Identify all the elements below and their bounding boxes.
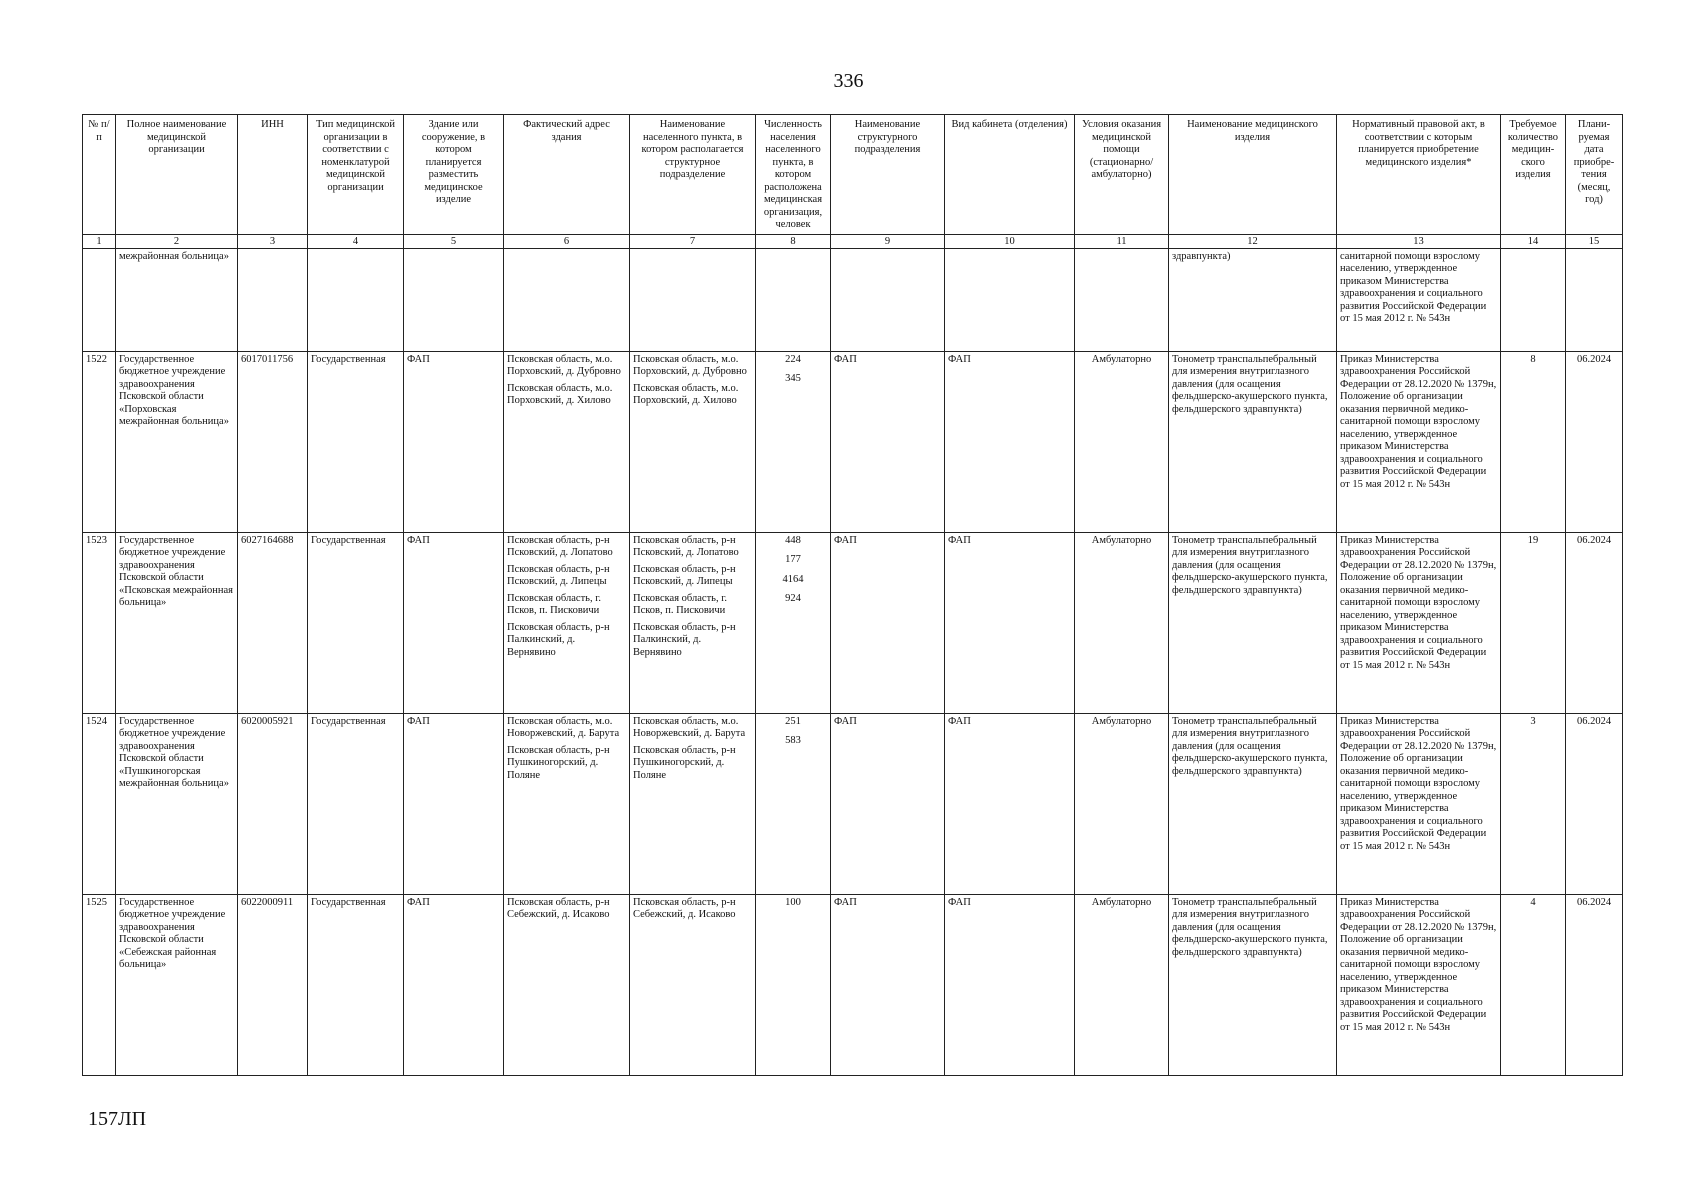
column-number: 13 — [1337, 234, 1501, 248]
cell-address — [504, 894, 630, 1075]
header-cell: Здание или сооружение, в котором планируется разместить медицинское изделие — [404, 115, 504, 235]
cell-legal: санитарной помощи взрослому населению, утвержденное приказом Министерства здравоохранения и социального развития Российской Федерации от 15 мая 2012 г. № 543н — [1337, 248, 1501, 351]
column-number: 8 — [756, 234, 831, 248]
table-row — [83, 713, 1623, 894]
cell-date: 06.2024 — [1566, 532, 1623, 713]
table-row — [83, 351, 1623, 532]
cell-inn: 6027164688 — [238, 532, 308, 713]
column-number: 5 — [404, 234, 504, 248]
cell-population-item: 345 — [785, 373, 801, 384]
column-number: 2 — [116, 234, 238, 248]
cell-address-item: Псковская область, м.о. Порховский, д. Дубровно — [507, 353, 621, 377]
cell-address-item: Псковская область, р-н Себежский, д. Исаково — [507, 896, 610, 920]
header-row — [83, 115, 1623, 235]
cell-population-item: 448 — [785, 534, 801, 546]
cell-empty — [308, 248, 404, 351]
cell-legal: Приказ Министерства здравоохранения Российской Федерации от 28.12.2020 № 1379н, Положение об организации оказания первичной медико-санитарной помощи взрослому населению, утвержденное приказом Министерства здравоохранения и социального развития Российской Федерации от 15 мая 2012 г. № 543н — [1337, 532, 1501, 713]
cell-type: Государственная — [308, 713, 404, 894]
cell-qty: 4 — [1501, 894, 1566, 1075]
cell-device: Тонометр транспальпебральный для измерения внутриглазного давления (для осащения фельдшерско-акушерского пункта, фельдшерского здравпункта) — [1169, 351, 1337, 532]
column-number: 9 — [831, 234, 945, 248]
cell-date: 06.2024 — [1566, 894, 1623, 1075]
header-cell: Наименование населенного пункта, в котором располагается структурное подразделение — [630, 115, 756, 235]
cell-unit: ФАП — [831, 713, 945, 894]
cell-legal: Приказ Министерства здравоохранения Российской Федерации от 28.12.2020 № 1379н, Положение об организации оказания первичной медико-санитарной помощи взрослому населению, утвержденное приказом Министерства здравоохранения и социального развития Российской Федерации от 15 мая 2012 г. № 543н — [1337, 894, 1501, 1075]
column-number: 10 — [945, 234, 1075, 248]
cell-empty — [504, 248, 630, 351]
cell-legal: Приказ Министерства здравоохранения Российской Федерации от 28.12.2020 № 1379н, Положение об организации оказания первичной медико-санитарной помощи взрослому населению, утвержденное приказом Министерства здравоохранения и социального развития Российской Федерации от 15 мая 2012 г. № 543н — [1337, 351, 1501, 532]
column-number-row — [83, 234, 1623, 248]
cell-conditions: Амбулаторно — [1075, 894, 1169, 1075]
column-number: 4 — [308, 234, 404, 248]
cell-conditions: Амбулаторно — [1075, 532, 1169, 713]
cell-cabinet: ФАП — [945, 894, 1075, 1075]
cell-device: Тонометр транспальпебральный для измерения внутриглазного давления (для осащения фельдшерско-акушерского пункта, фельдшерского здравпункта) — [1169, 532, 1337, 713]
cell-inn: 6022000911 — [238, 894, 308, 1075]
cell-address — [504, 351, 630, 532]
cell-address — [504, 713, 630, 894]
column-number: 12 — [1169, 234, 1337, 248]
cell-settlement-item: Псковская область, м.о. Порховский, д. Дубровно — [633, 353, 747, 377]
cell-population-item: 100 — [785, 896, 801, 908]
cell-building: ФАП — [404, 713, 504, 894]
cell-address-item: Псковская область, р-н Палкинский, д. Вернявино — [507, 621, 610, 658]
cell-org: Государственное бюджетное учреждение здравоохранения Псковской области «Пушкиногорская межрайонная больница» — [116, 713, 238, 894]
cell-empty — [1075, 248, 1169, 351]
column-number: 7 — [630, 234, 756, 248]
cell-settlement — [630, 532, 756, 713]
cell-building: ФАП — [404, 351, 504, 532]
cell-empty — [1501, 248, 1566, 351]
cell-population — [756, 351, 831, 532]
cell-settlement — [630, 894, 756, 1075]
continuation-row — [83, 248, 1623, 351]
cell-device: Тонометр транспальпебральный для измерения внутриглазного давления (для осащения фельдшерско-акушерского пункта, фельдшерского здравпункта) — [1169, 713, 1337, 894]
cell-org: межрайонная больница» — [116, 248, 238, 351]
cell-num: 1524 — [83, 713, 116, 894]
header-cell: Наименование медицинского изделия — [1169, 115, 1337, 235]
column-number: 15 — [1566, 234, 1623, 248]
cell-address-item: Псковская область, м.о. Порховский, д. Хилово — [507, 382, 613, 406]
header-cell: Требуемое количество медицин-ского изделия — [1501, 115, 1566, 235]
header-cell: Наименование структурного подразделения — [831, 115, 945, 235]
cell-unit: ФАП — [831, 532, 945, 713]
cell-empty — [831, 248, 945, 351]
header-cell: ИНН — [238, 115, 308, 235]
column-number: 11 — [1075, 234, 1169, 248]
cell-building: ФАП — [404, 532, 504, 713]
cell-address — [504, 532, 630, 713]
cell-qty: 8 — [1501, 351, 1566, 532]
table-row — [83, 894, 1623, 1075]
cell-population-item: 4164 — [782, 573, 804, 585]
cell-empty — [83, 248, 116, 351]
cell-num: 1523 — [83, 532, 116, 713]
cell-population — [756, 894, 831, 1075]
cell-population-item: 924 — [785, 593, 801, 604]
cell-cabinet: ФАП — [945, 713, 1075, 894]
cell-building: ФАП — [404, 894, 504, 1075]
cell-date: 06.2024 — [1566, 351, 1623, 532]
cell-unit: ФАП — [831, 351, 945, 532]
cell-address-item: Псковская область, г. Псков, п. Писковичи — [507, 592, 601, 616]
cell-address-item: Псковская область, р-н Пушкиногорский, д. Поляне — [507, 744, 610, 781]
cell-empty — [1566, 248, 1623, 351]
cell-population — [756, 532, 831, 713]
column-number: 1 — [83, 234, 116, 248]
header-cell: Численность населения населенного пункта, в котором расположена медицинская организация, человек — [756, 115, 831, 235]
cell-type: Государственная — [308, 532, 404, 713]
page-number: 336 — [833, 70, 864, 92]
cell-address-item: Псковская область, р-н Псковский, д. Лопатово — [507, 534, 613, 558]
cell-settlement-item: Псковская область, г. Псков, п. Писковичи — [633, 592, 727, 616]
cell-device: Тонометр транспальпебральный для измерения внутриглазного давления (для осащения фельдшерско-акушерского пункта, фельдшерского здравпункта) — [1169, 894, 1337, 1075]
header-cell: Плани-руемая дата приобре-тения (месяц, год) — [1566, 115, 1623, 235]
table-row — [83, 532, 1623, 713]
cell-population-item: 177 — [785, 554, 801, 565]
cell-empty — [404, 248, 504, 351]
cell-settlement-item: Псковская область, р-н Палкинский, д. Вернявино — [633, 621, 736, 658]
cell-settlement-item: Псковская область, м.о. Порховский, д. Хилово — [633, 382, 739, 406]
footer-code: 157ЛП — [88, 1108, 147, 1130]
header-cell: Вид кабинета (отделения) — [945, 115, 1075, 235]
cell-inn: 6017011756 — [238, 351, 308, 532]
header-cell: Условия оказания медицинской помощи (стационарно/ амбулаторно) — [1075, 115, 1169, 235]
cell-settlement-item: Псковская область, р-н Псковский, д. Липецы — [633, 563, 736, 587]
cell-settlement-item: Псковская область, р-н Псковский, д. Лопатово — [633, 534, 739, 558]
cell-conditions: Амбулаторно — [1075, 351, 1169, 532]
cell-empty — [945, 248, 1075, 351]
cell-settlement-item: Псковская область, р-н Пушкиногорский, д. Поляне — [633, 744, 736, 781]
cell-settlement — [630, 351, 756, 532]
cell-settlement — [630, 713, 756, 894]
cell-conditions: Амбулаторно — [1075, 713, 1169, 894]
column-number: 3 — [238, 234, 308, 248]
cell-address-item: Псковская область, м.о. Новоржевский, д. Барута — [507, 715, 620, 739]
cell-org: Государственное бюджетное учреждение здравоохранения Псковской области «Себежская районная больница» — [116, 894, 238, 1075]
cell-settlement-item: Псковская область, м.о. Новоржевский, д. Барута — [633, 715, 746, 739]
cell-population — [756, 713, 831, 894]
cell-population-item: 583 — [785, 735, 801, 746]
cell-date: 06.2024 — [1566, 713, 1623, 894]
header-cell: Фактический адрес здания — [504, 115, 630, 235]
header-cell: Полное наименование медицинской организации — [116, 115, 238, 235]
cell-org: Государственное бюджетное учреждение здравоохранения Псковской области «Порховская межрайонная больница» — [116, 351, 238, 532]
cell-inn: 6020005921 — [238, 713, 308, 894]
cell-qty: 19 — [1501, 532, 1566, 713]
cell-num: 1522 — [83, 351, 116, 532]
cell-empty — [756, 248, 831, 351]
cell-unit: ФАП — [831, 894, 945, 1075]
column-number: 14 — [1501, 234, 1566, 248]
cell-cabinet: ФАП — [945, 532, 1075, 713]
cell-empty — [630, 248, 756, 351]
cell-settlement-item: Псковская область, р-н Себежский, д. Исаково — [633, 896, 736, 920]
header-cell: Тип медицинской организации в соответствии с номенклатурой медицинской организации — [308, 115, 404, 235]
header-cell: № п/п — [83, 115, 116, 235]
cell-empty — [238, 248, 308, 351]
header-cell: Нормативный правовой акт, в соответствии с которым планируется приобретение медицинского изделия* — [1337, 115, 1501, 235]
cell-qty: 3 — [1501, 713, 1566, 894]
cell-device: здравпункта) — [1169, 248, 1337, 351]
cell-cabinet: ФАП — [945, 351, 1075, 532]
column-number: 6 — [504, 234, 630, 248]
cell-type: Государственная — [308, 351, 404, 532]
cell-num: 1525 — [83, 894, 116, 1075]
cell-type: Государственная — [308, 894, 404, 1075]
cell-population-item: 224 — [785, 353, 801, 365]
cell-legal: Приказ Министерства здравоохранения Российской Федерации от 28.12.2020 № 1379н, Положение об организации оказания первичной медико-санитарной помощи взрослому населению, утвержденное приказом Министерства здравоохранения и социального развития Российской Федерации от 15 мая 2012 г. № 543н — [1337, 713, 1501, 894]
cell-address-item: Псковская область, р-н Псковский, д. Липецы — [507, 563, 610, 587]
cell-org: Государственное бюджетное учреждение здравоохранения Псковской области «Псковская межрайонная больница» — [116, 532, 238, 713]
cell-population-item: 251 — [785, 715, 801, 727]
equipment-table — [82, 114, 1623, 1076]
